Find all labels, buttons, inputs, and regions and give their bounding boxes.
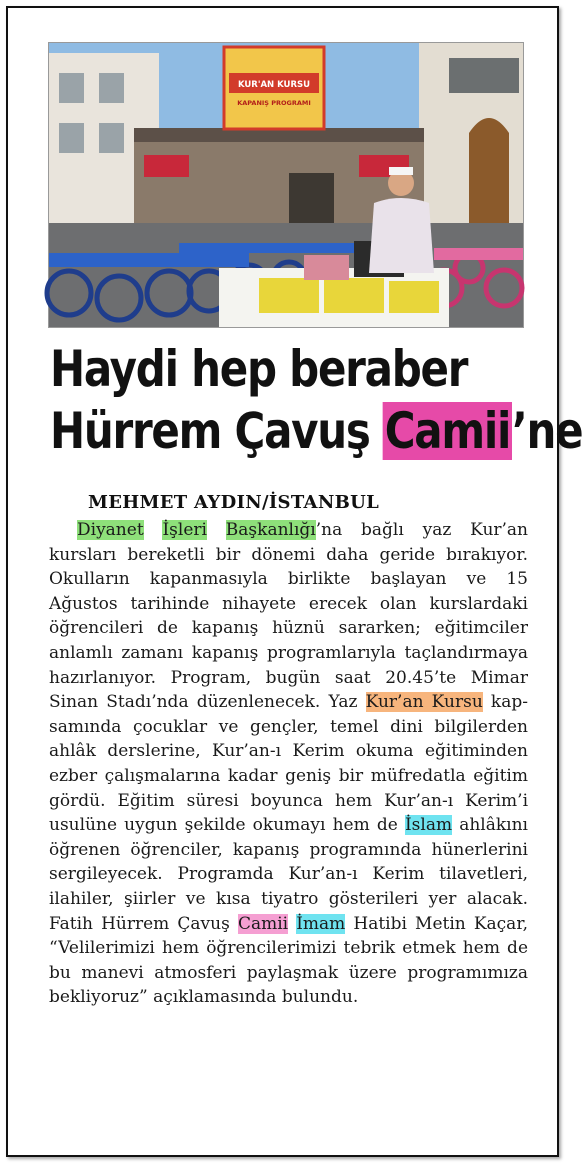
banner-subtitle: KAPANIŞ PROGRAMI	[237, 99, 311, 107]
mosque-courtyard-photo	[49, 43, 523, 327]
byline: MEHMET AYDIN/İSTANBUL	[88, 492, 380, 513]
highlight-camii-headline: Camii	[384, 402, 511, 460]
headline	[50, 338, 582, 462]
highlight-imam: İmam	[296, 913, 346, 934]
clipping-frame	[6, 6, 582, 1157]
highlight-diyanet: Diyanet	[77, 520, 144, 540]
highlight-kuran-kursu: Kur’an Kursu	[365, 692, 483, 713]
highlight-isleri: İşleri	[162, 520, 207, 540]
article-photo	[48, 42, 524, 328]
highlight-camii: Camii	[237, 913, 289, 934]
highlight-baskanligi: Başkanlığı	[225, 520, 316, 540]
highlight-islam: İslam	[404, 815, 453, 836]
banner-title: KUR'AN KURSU	[237, 80, 311, 90]
article-paragraph: Diyanet İşleri Başkanlığı’na bağlı yaz Kur’an kursları bereketli bir dönemi daha geride bırakıyor. Okulların kapanmasıyla birlikte başlayan ve 15 Ağustos tarihinde nihayete erecek olan kurslardaki öğrencileri de kapanış hüznü sararken; eğitimciler anlamlı zamanı kapanış programlarıyla taçlandırmaya hazırlanıyor. Program, bugün saat 20.45’te Mimar Sinan Stadı’nda düzenlenecek. Yaz Kur’an Kursu kapsamında çocuklar ve gençler, temel dini bilgilerden ahlâk derslerine, Kur’an-ı Kerim okuma eğitiminden ezber çalışmalarına kadar geniş bir müfredatla eğitim gördü. Eğitim süresi boyunca hem Kur’an-ı Kerim’i usulüne uygun şekilde okumayı hem de İslam ahlâkını öğrenen öğrenciler, kapanış programında hünerlerini sergileyecek. Programda Kur’an-ı Kerim tilavetleri, ilahiler, şiirler ve kısa tiyatro gösterileri yer alacak. Fatih Hürrem Çavuş Camii İmam Hatibi Metin Kaçar, “Velilerimizi hem öğrencilerimizi tebrik etmek hem de bu manevi atmosferi paylaşmak üzere programımıza bekliyoruz” açıklamasında bulundu.	[49, 520, 529, 1008]
headline-line-1: Haydi hep beraber	[50, 340, 468, 398]
headline-line-2: Hürrem Çavuş Camii’ne	[50, 402, 582, 460]
article-body	[49, 518, 528, 1010]
